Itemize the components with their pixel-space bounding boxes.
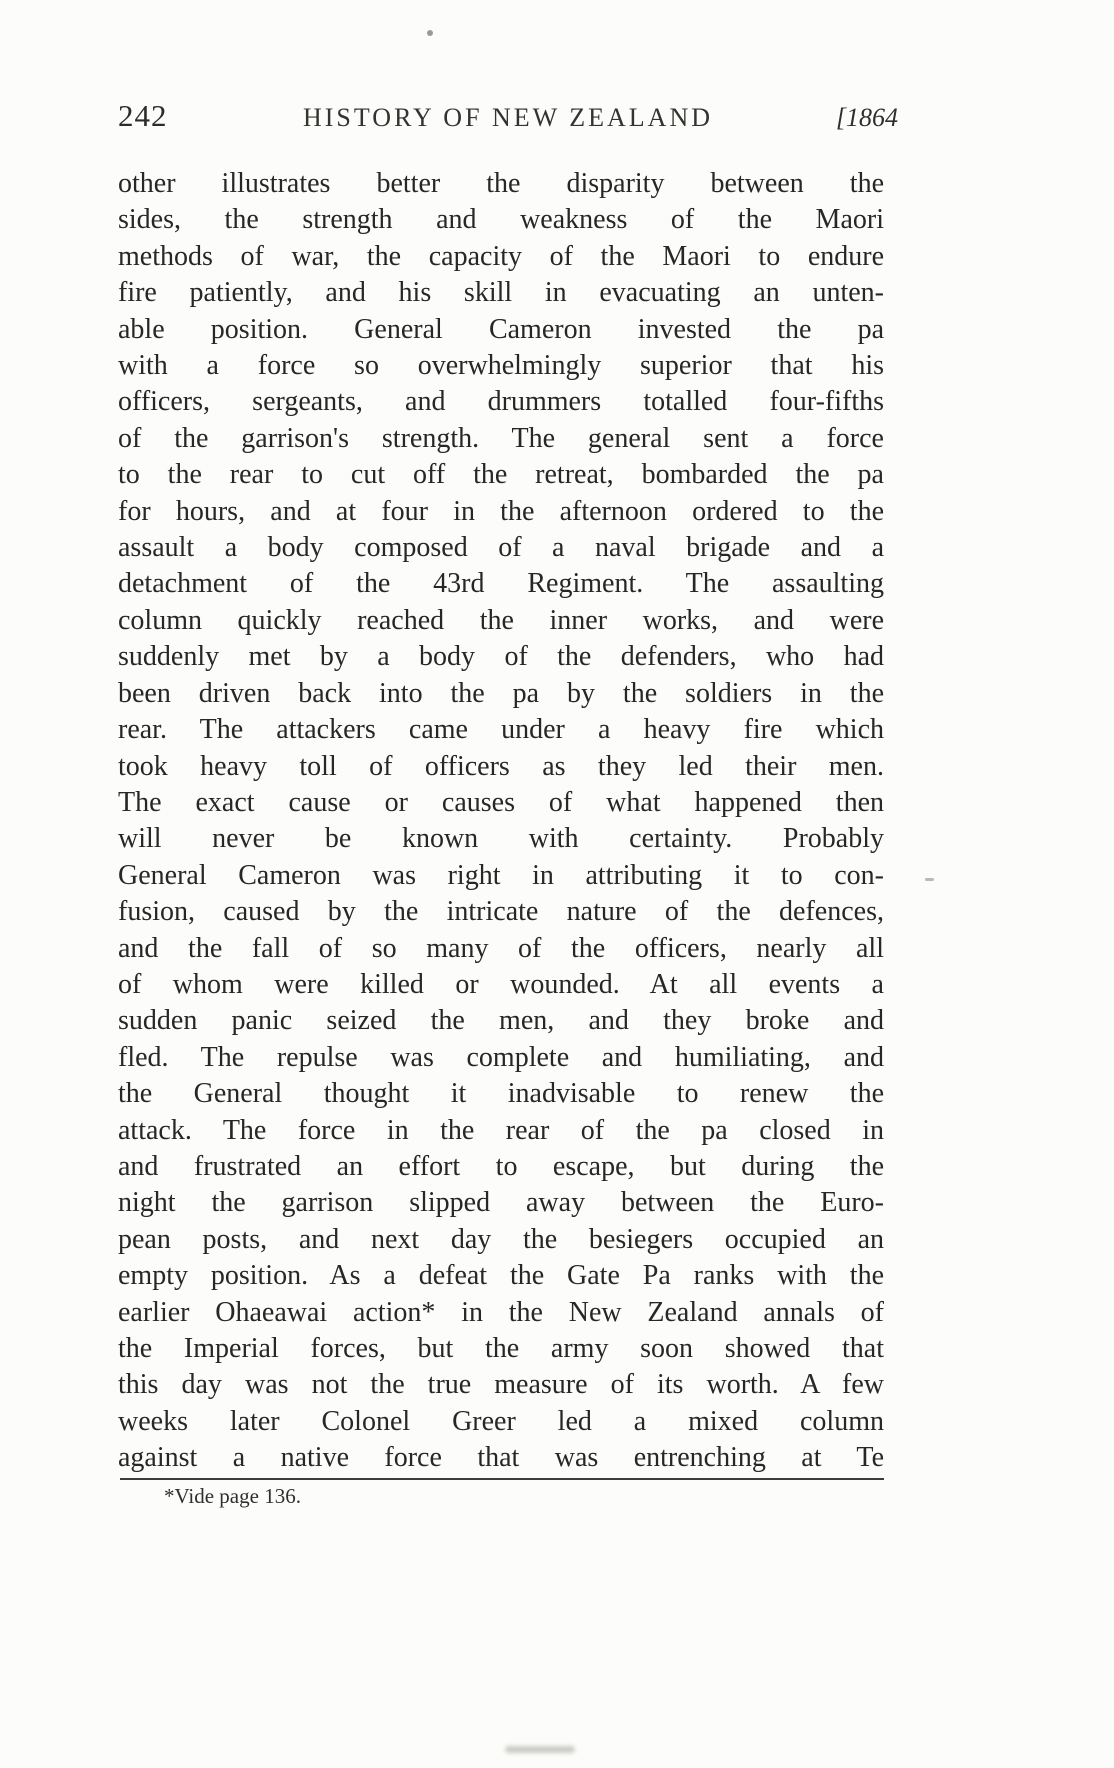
text-line: rear. The attackers came under a heavy fire which	[118, 714, 884, 746]
body-text	[118, 166, 884, 1477]
footnote-text: *Vide page 136.	[164, 1484, 301, 1508]
text-line: attack. The force in the rear of the pa closed in	[118, 1114, 884, 1146]
text-line: sides, the strength and weakness of the Maori	[118, 204, 884, 236]
text-line: with a force so overwhelmingly superior that his	[118, 350, 884, 382]
text-line: against a native force that was entrenching at Te	[118, 1442, 884, 1474]
text-line: pean posts, and next day the besiegers occupied an	[118, 1223, 884, 1255]
text-line: assault a body composed of a naval brigade and a	[118, 532, 884, 564]
text-line: General Cameron was right in attributing it to con-	[118, 859, 884, 891]
scan-artifact-dash	[925, 878, 934, 881]
text-line: for hours, and at four in the afternoon ordered to the	[118, 495, 884, 527]
footnote	[120, 1478, 884, 1509]
text-line: weeks later Colonel Greer led a mixed column	[118, 1405, 884, 1437]
text-line: detachment of the 43rd Regiment. The assaulting	[118, 568, 884, 600]
text-line: officers, sergeants, and drummers totalled four-fifths	[118, 386, 884, 418]
text-line: been driven back into the pa by the soldiers in the	[118, 677, 884, 709]
text-line: fusion, caused by the intricate nature of the defences,	[118, 896, 884, 928]
text-line: fire patiently, and his skill in evacuating an unten-	[118, 277, 884, 309]
running-title: HISTORY OF NEW ZEALAND	[302, 103, 714, 132]
text-line: and frustrated an effort to escape, but during the	[118, 1150, 884, 1182]
page-number: 242	[118, 98, 168, 133]
text-line: other illustrates better the disparity between the	[118, 168, 884, 199]
text-line: and the fall of so many of the officers, nearly all	[118, 932, 884, 964]
text-line: night the garrison slipped away between the Euro-	[118, 1187, 884, 1219]
text-line: column quickly reached the inner works, and were	[118, 604, 884, 636]
text-line: suddenly met by a body of the defenders, who had	[118, 641, 884, 673]
text-line: fled. The repulse was complete and humiliating, and	[118, 1041, 884, 1073]
text-line: this day was not the true measure of its worth. A few	[118, 1369, 884, 1401]
text-line: sudden panic seized the men, and they broke and	[118, 1005, 884, 1037]
margin-year: [1864	[835, 103, 898, 132]
scan-artifact-speck	[427, 30, 433, 36]
text-line: able position. General Cameron invested the pa	[118, 313, 884, 345]
text-line: of the garrison's strength. The general sent a force	[118, 422, 884, 454]
text-line: empty position. As a defeat the Gate Pa ranks with the	[118, 1260, 884, 1292]
text-line: to the rear to cut off the retreat, bombarded the pa	[118, 459, 884, 491]
text-line: methods of war, the capacity of the Maori to endure	[118, 240, 884, 272]
text-line: of whom were killed or wounded. At all events a	[118, 968, 884, 1000]
scan-artifact-smudge	[505, 1746, 575, 1753]
text-line: took heavy toll of officers as they led their men.	[118, 750, 884, 782]
text-line: earlier Ohaeawai action* in the New Zealand annals of	[118, 1296, 884, 1328]
page-header	[118, 98, 898, 134]
text-line: will never be known with certainty. Probably	[118, 823, 884, 855]
text-line: The exact cause or causes of what happened then	[118, 786, 884, 818]
text-line: the Imperial forces, but the army soon showed that	[118, 1333, 884, 1364]
text-line: the General thought it inadvisable to renew the	[118, 1078, 884, 1110]
footnote-rule	[120, 1478, 884, 1480]
